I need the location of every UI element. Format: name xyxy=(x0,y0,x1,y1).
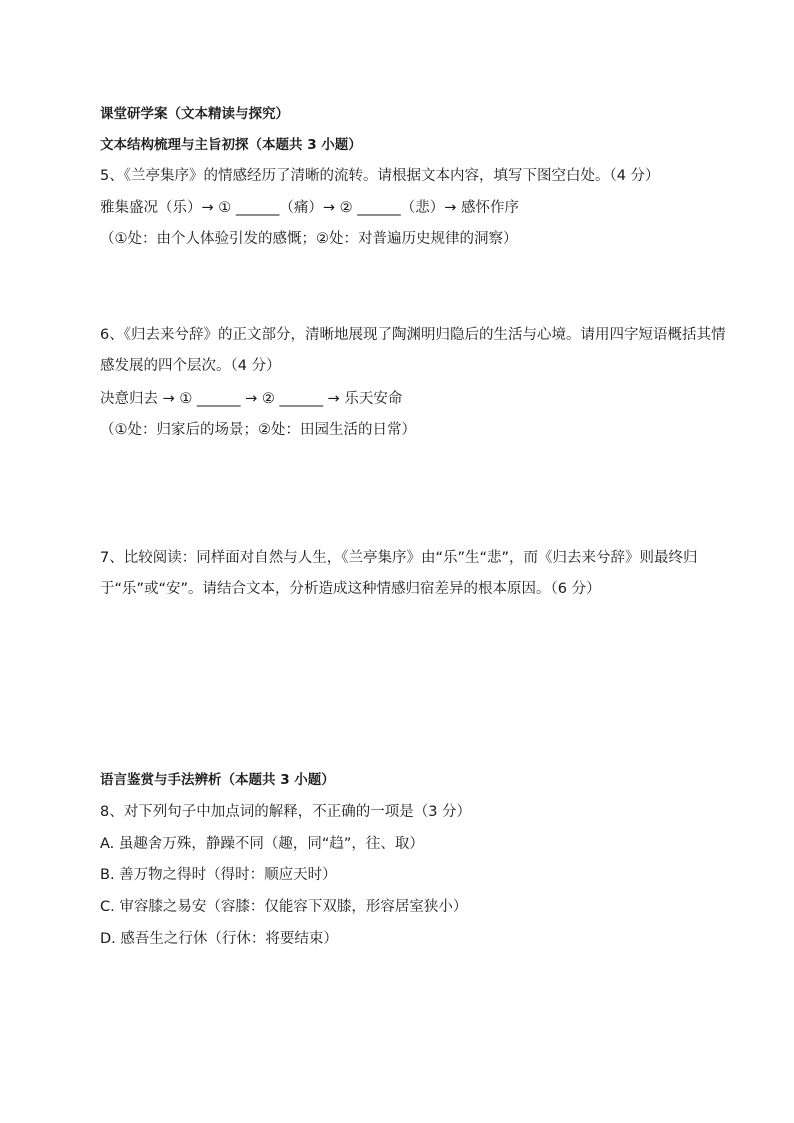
q8-option-c: C. 审容膝之易安（容膝：仅能容下双膝，形容居室狭小） xyxy=(100,899,468,915)
q8-option-b: B. 善万物之得时（得时：顺应天时） xyxy=(100,867,337,883)
q5-hint: （①处：由个人体验引发的感慨；②处：对普遍历史规律的洞察） xyxy=(100,231,518,247)
q8-option-a: A. 虽趣舍万殊，静躁不同（趣，同“趋”，往、取） xyxy=(100,836,424,852)
part2-heading: 语言鉴赏与手法辨析（本题共 3 小题） xyxy=(100,772,335,788)
section-title: 课堂研学案（文本精读与探究） xyxy=(100,106,289,122)
q6-flow: 决意归去 → ① ______ → ② ______ → 乐天安命 xyxy=(100,391,403,407)
q8-question: 8、对下列句子中加点词的解释，不正确的一项是（3 分） xyxy=(100,804,472,820)
q7-question: 7、比较阅读：同样面对自然与人生，《兰亭集序》由“乐”生“悲”，而《归去来兮辞》则最终归于“乐”或“安”。请结合文本，分析造成这种情感归宿差异的根本原因。（6 分） xyxy=(100,550,698,597)
q5-flow: 雅集盛况（乐）→ ① ______（痛）→ ② ______（悲）→ 感怀作序 xyxy=(100,200,519,216)
part1-heading: 文本结构梳理与主旨初探（本题共 3 小题） xyxy=(100,137,362,153)
q6-question: 6、《归去来兮辞》的正文部分，清晰地展现了陶渊明归隐后的生活与心境。请用四字短语概括其情感发展的四个层次。（4 分） xyxy=(100,327,726,374)
q6-hint: （①处：归家后的场景；②处：田园生活的日常） xyxy=(100,422,416,438)
q5-question: 5、《兰亭集序》的情感经历了清晰的流转。请根据文本内容，填写下图空白处。（4 分） xyxy=(100,168,660,184)
q8-option-d: D. 感吾生之行休（行休：将要结束） xyxy=(100,931,338,947)
